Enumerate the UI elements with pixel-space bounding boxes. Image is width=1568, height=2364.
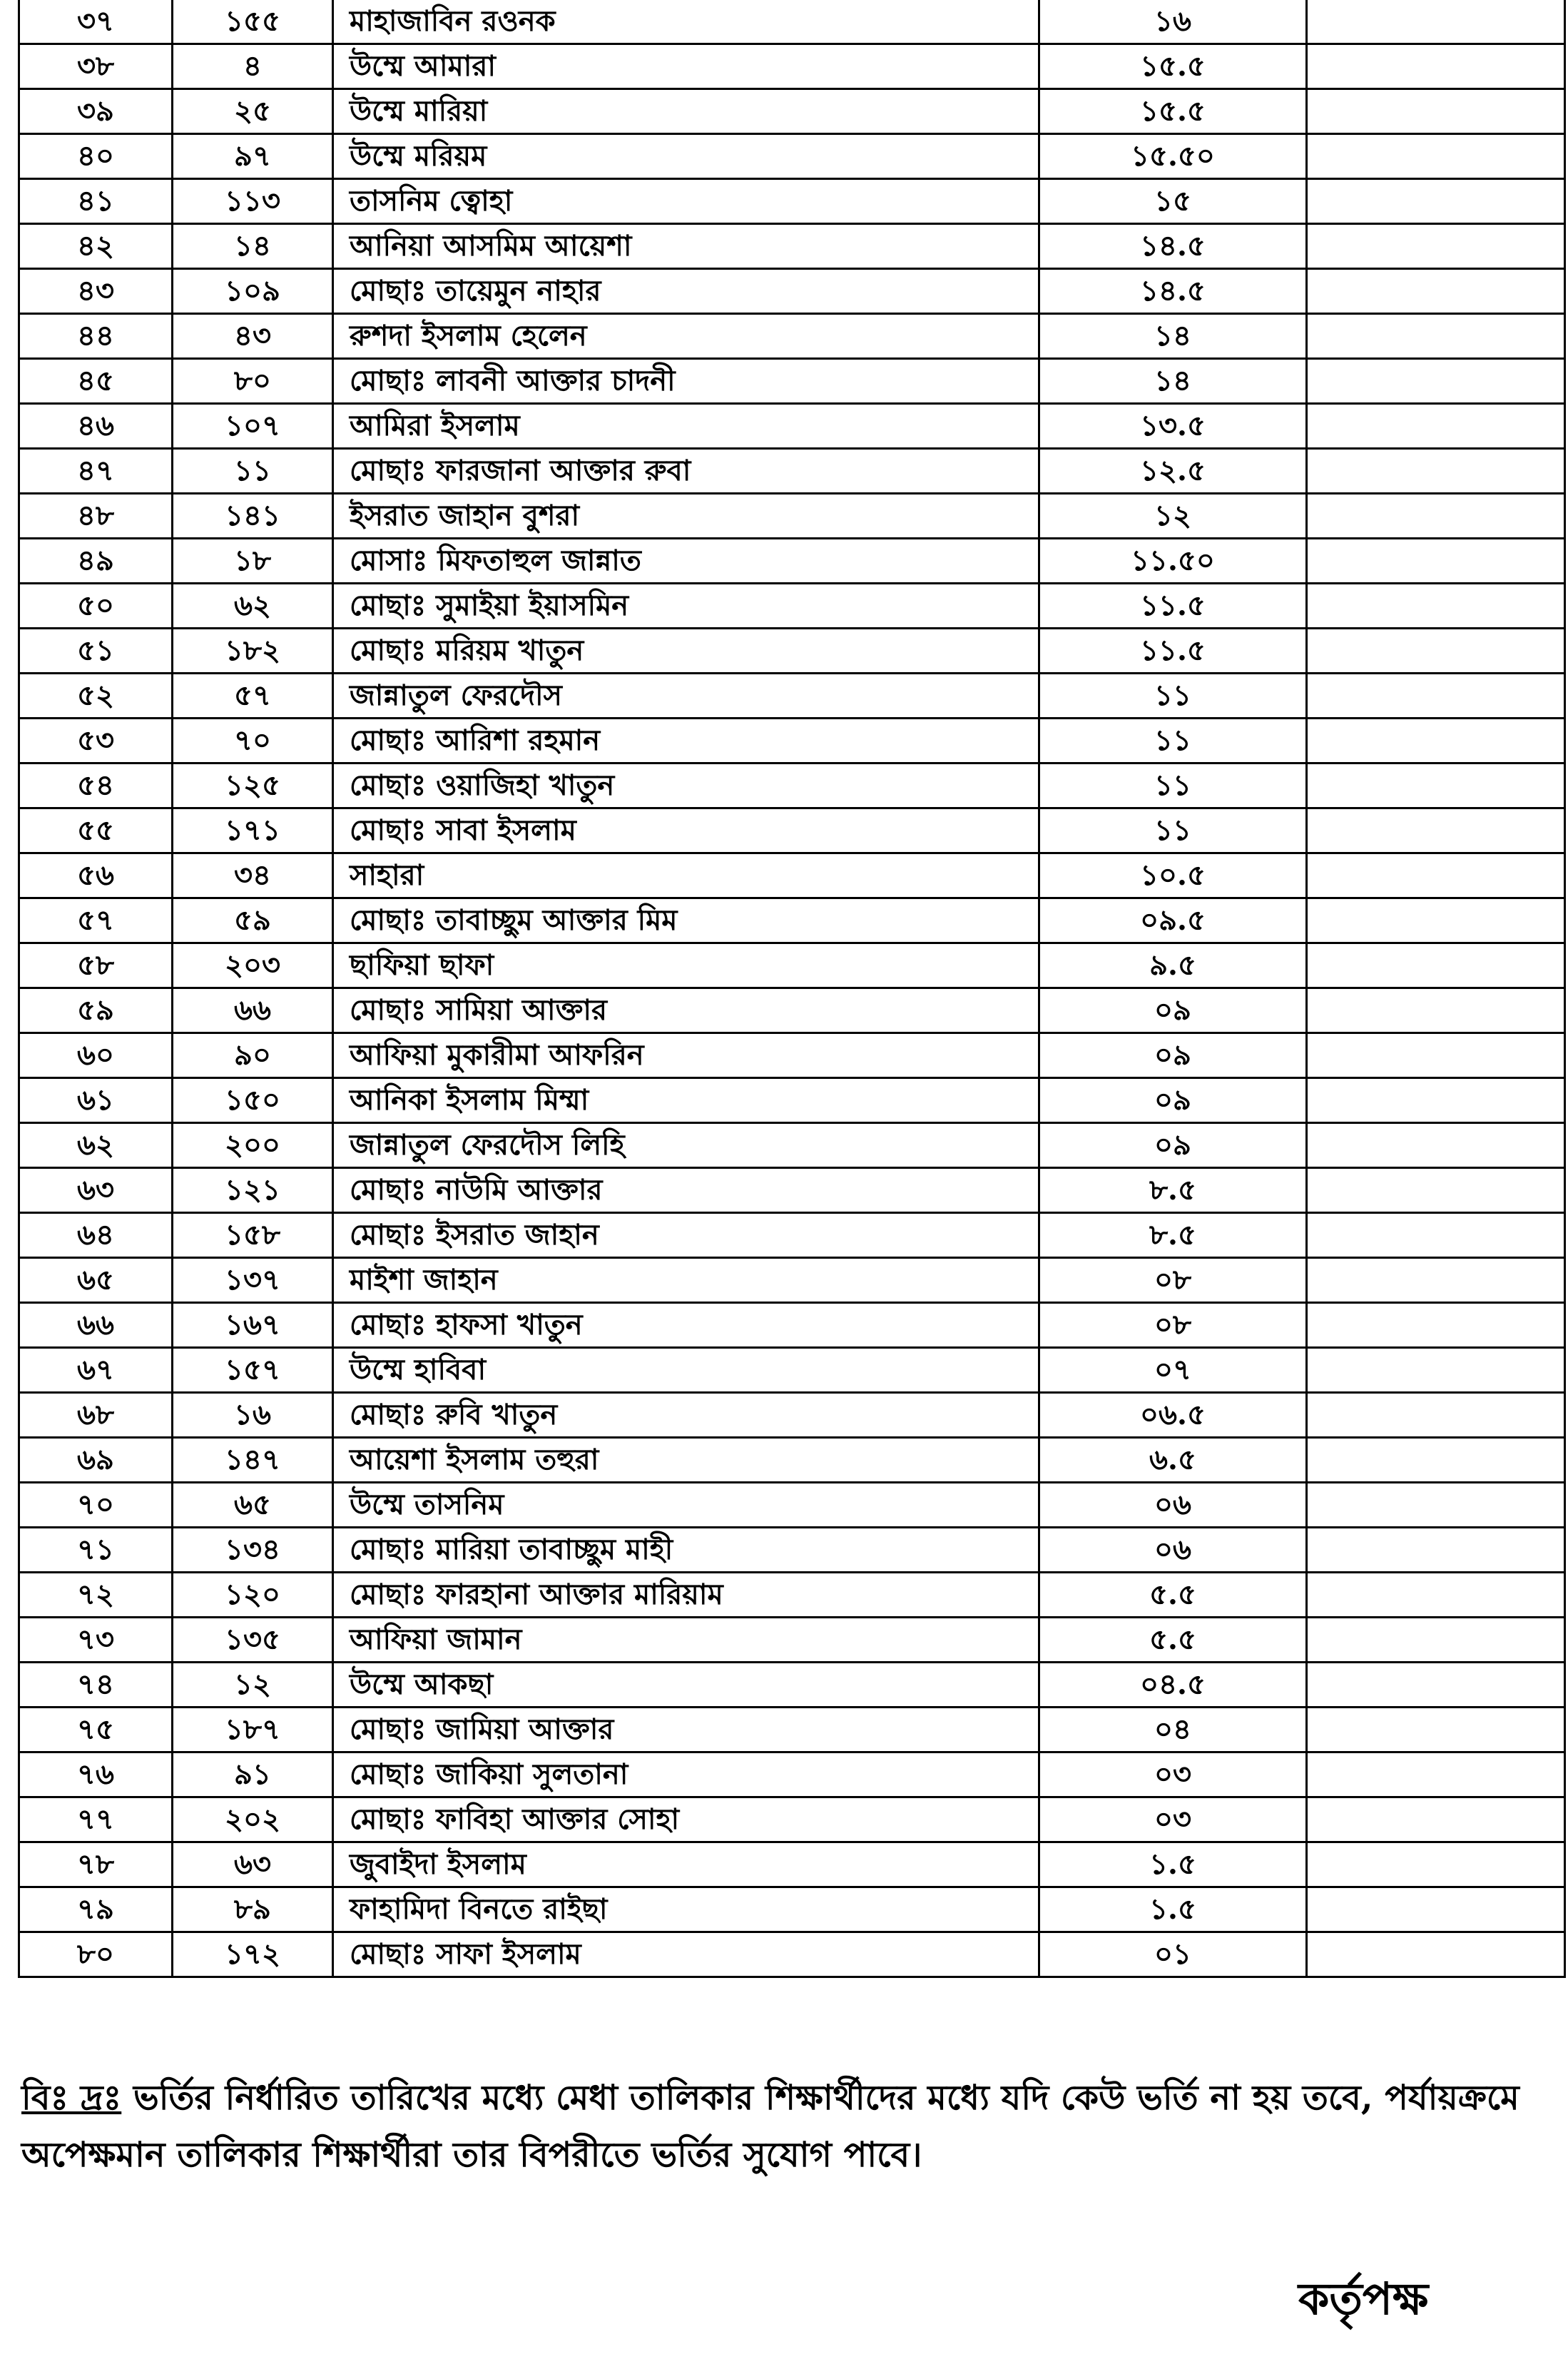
roll-cell: ১৩৫ xyxy=(173,1618,333,1663)
table-row xyxy=(19,224,1565,269)
name-cell: মোছাঃ সামিয়া আক্তার xyxy=(333,988,1039,1033)
roll-cell: ৪ xyxy=(173,44,333,89)
score-cell: ৬.৫ xyxy=(1039,1438,1307,1483)
serial-cell: ৫২ xyxy=(19,674,173,719)
table-row xyxy=(19,629,1565,674)
score-cell: ০৬ xyxy=(1039,1528,1307,1573)
serial-cell: ৫৭ xyxy=(19,898,173,943)
score-cell: ৫.৫ xyxy=(1039,1573,1307,1618)
name-cell: ছাফিয়া ছাফা xyxy=(333,943,1039,988)
serial-cell: ৩৭ xyxy=(19,0,173,44)
roll-cell: ৮০ xyxy=(173,359,333,404)
roll-cell: ১৫৫ xyxy=(173,0,333,44)
name-cell: তাসনিম ত্বোহা xyxy=(333,179,1039,224)
serial-cell: ৩৯ xyxy=(19,89,173,134)
serial-cell: ৭৯ xyxy=(19,1887,173,1932)
serial-cell: ৪৭ xyxy=(19,449,173,494)
score-cell: ০৯ xyxy=(1039,1033,1307,1078)
roll-cell: ৯০ xyxy=(173,1033,333,1078)
blank-cell xyxy=(1307,674,1565,719)
name-cell: মোছাঃ সাফা ইসলাম xyxy=(333,1932,1039,1977)
blank-cell xyxy=(1307,1213,1565,1258)
score-cell: ১৪ xyxy=(1039,314,1307,359)
serial-cell: ৫৬ xyxy=(19,853,173,898)
name-cell: মোছাঃ মারিয়া তাবাচ্ছুম মাহী xyxy=(333,1528,1039,1573)
serial-cell: ৬০ xyxy=(19,1033,173,1078)
roll-cell: ৬৩ xyxy=(173,1842,333,1887)
blank-cell xyxy=(1307,1258,1565,1303)
table-row xyxy=(19,404,1565,449)
serial-cell: ৬৬ xyxy=(19,1303,173,1348)
score-cell: ০৪.৫ xyxy=(1039,1663,1307,1708)
roll-cell: ৯১ xyxy=(173,1752,333,1797)
score-cell: ১১ xyxy=(1039,808,1307,853)
score-cell: ১০.৫ xyxy=(1039,853,1307,898)
score-cell: ৯.৫ xyxy=(1039,943,1307,988)
score-cell: ০৯.৫ xyxy=(1039,898,1307,943)
serial-cell: ৭০ xyxy=(19,1483,173,1528)
score-cell: ১১ xyxy=(1039,719,1307,764)
name-cell: সাহারা xyxy=(333,853,1039,898)
name-cell: উম্মে মারিয়া xyxy=(333,89,1039,134)
roll-cell: ১২ xyxy=(173,1663,333,1708)
name-cell: মোছাঃ জামিয়া আক্তার xyxy=(333,1708,1039,1752)
table-row xyxy=(19,719,1565,764)
table-row xyxy=(19,89,1565,134)
score-cell: ১১.৫ xyxy=(1039,629,1307,674)
roll-cell: ১০৭ xyxy=(173,404,333,449)
name-cell: উম্মে আমারা xyxy=(333,44,1039,89)
table-row xyxy=(19,1842,1565,1887)
admission-note xyxy=(21,2069,1555,2183)
roll-cell: ২০৩ xyxy=(173,943,333,988)
blank-cell xyxy=(1307,1663,1565,1708)
score-cell: ১৬ xyxy=(1039,0,1307,44)
score-cell: ৫.৫ xyxy=(1039,1618,1307,1663)
roll-cell: ৪৩ xyxy=(173,314,333,359)
table-row xyxy=(19,1528,1565,1573)
name-cell: উম্মে তাসনিম xyxy=(333,1483,1039,1528)
roll-cell: ৫৯ xyxy=(173,898,333,943)
table-row xyxy=(19,898,1565,943)
name-cell: ইসরাত জাহান বুশরা xyxy=(333,494,1039,539)
score-cell: ১১ xyxy=(1039,674,1307,719)
table-row xyxy=(19,1618,1565,1663)
blank-cell xyxy=(1307,629,1565,674)
table-row xyxy=(19,1168,1565,1213)
blank-cell xyxy=(1307,44,1565,89)
table-row xyxy=(19,808,1565,853)
authority-signature: কর্তৃপক্ষ xyxy=(1298,2273,1429,2325)
blank-cell xyxy=(1307,943,1565,988)
name-cell: মোছাঃ ওয়াজিহা খাতুন xyxy=(333,764,1039,808)
table-row xyxy=(19,494,1565,539)
table-row xyxy=(19,1348,1565,1393)
score-cell: ১১ xyxy=(1039,764,1307,808)
table-row xyxy=(19,1303,1565,1348)
table-row xyxy=(19,1663,1565,1708)
roll-cell: ১৮ xyxy=(173,539,333,584)
roll-cell: ১৫০ xyxy=(173,1078,333,1123)
serial-cell: ৬৪ xyxy=(19,1213,173,1258)
table-row xyxy=(19,1078,1565,1123)
blank-cell xyxy=(1307,224,1565,269)
score-cell: ১৫ xyxy=(1039,179,1307,224)
score-cell: ০৬.৫ xyxy=(1039,1393,1307,1438)
table-row xyxy=(19,674,1565,719)
table-row xyxy=(19,584,1565,629)
serial-cell: ৭৪ xyxy=(19,1663,173,1708)
roll-cell: ১৮২ xyxy=(173,629,333,674)
roll-cell: ১৩৭ xyxy=(173,1258,333,1303)
blank-cell xyxy=(1307,584,1565,629)
score-cell: ১৪.৫ xyxy=(1039,224,1307,269)
score-cell: ১২ xyxy=(1039,494,1307,539)
name-cell: মোছাঃ তায়েমুন নাহার xyxy=(333,269,1039,314)
table-row xyxy=(19,1123,1565,1168)
blank-cell xyxy=(1307,1483,1565,1528)
roll-cell: ১৬ xyxy=(173,1393,333,1438)
merit-list-body xyxy=(19,0,1565,1977)
blank-cell xyxy=(1307,988,1565,1033)
score-cell: ০৬ xyxy=(1039,1483,1307,1528)
blank-cell xyxy=(1307,1078,1565,1123)
roll-cell: ১৪ xyxy=(173,224,333,269)
roll-cell: ১১৩ xyxy=(173,179,333,224)
serial-cell: ৬৫ xyxy=(19,1258,173,1303)
score-cell: ০৮ xyxy=(1039,1303,1307,1348)
roll-cell: ৬৬ xyxy=(173,988,333,1033)
name-cell: আয়েশা ইসলাম তহুরা xyxy=(333,1438,1039,1483)
name-cell: আমিরা ইসলাম xyxy=(333,404,1039,449)
blank-cell xyxy=(1307,134,1565,179)
blank-cell xyxy=(1307,0,1565,44)
score-cell: ১৪.৫ xyxy=(1039,269,1307,314)
serial-cell: ৬২ xyxy=(19,1123,173,1168)
name-cell: মোছাঃ আরিশা রহমান xyxy=(333,719,1039,764)
score-cell: ১৫.৫ xyxy=(1039,44,1307,89)
blank-cell xyxy=(1307,1303,1565,1348)
roll-cell: ৫৭ xyxy=(173,674,333,719)
serial-cell: ৫৮ xyxy=(19,943,173,988)
blank-cell xyxy=(1307,1708,1565,1752)
blank-cell xyxy=(1307,1618,1565,1663)
blank-cell xyxy=(1307,1528,1565,1573)
blank-cell xyxy=(1307,314,1565,359)
name-cell: মাহাজাবিন রওনক xyxy=(333,0,1039,44)
roll-cell: ১৬৭ xyxy=(173,1303,333,1348)
roll-cell: ১৪১ xyxy=(173,494,333,539)
serial-cell: ৫৪ xyxy=(19,764,173,808)
serial-cell: ৫১ xyxy=(19,629,173,674)
roll-cell: ১২১ xyxy=(173,1168,333,1213)
name-cell: মোছাঃ নাউমি আক্তার xyxy=(333,1168,1039,1213)
score-cell: ০৯ xyxy=(1039,1123,1307,1168)
score-cell: ১২.৫ xyxy=(1039,449,1307,494)
serial-cell: ৫৯ xyxy=(19,988,173,1033)
serial-cell: ৪১ xyxy=(19,179,173,224)
roll-cell: ২০২ xyxy=(173,1797,333,1842)
name-cell: মোছাঃ সুমাইয়া ইয়াসমিন xyxy=(333,584,1039,629)
blank-cell xyxy=(1307,719,1565,764)
table-row xyxy=(19,1258,1565,1303)
name-cell: আনিয়া আসমিম আয়েশা xyxy=(333,224,1039,269)
name-cell: জান্নাতুল ফেরদৌস xyxy=(333,674,1039,719)
name-cell: জুবাইদা ইসলাম xyxy=(333,1842,1039,1887)
name-cell: উম্মে মরিয়ম xyxy=(333,134,1039,179)
score-cell: ১.৫ xyxy=(1039,1887,1307,1932)
table-row xyxy=(19,359,1565,404)
score-cell: ১৫.৫ xyxy=(1039,89,1307,134)
name-cell: উম্মে আকছা xyxy=(333,1663,1039,1708)
note-text: ভর্তির নির্ধারিত তারিখের মধ্যে মেধা তালিকার শিক্ষার্থীদের মধ্যে যদি কেউ ভর্তি না হয় তবে, পর্যায়ক্রমে অপেক্ষমান তালিকার শিক্ষার্থীরা তার বিপরীতে ভর্তির সুযোগ পাবে। xyxy=(21,2078,1519,2175)
blank-cell xyxy=(1307,1932,1565,1977)
name-cell: আফিয়া মুকারীমা আফরিন xyxy=(333,1033,1039,1078)
table-row xyxy=(19,1438,1565,1483)
roll-cell: ১২০ xyxy=(173,1573,333,1618)
table-row xyxy=(19,1483,1565,1528)
table-row xyxy=(19,943,1565,988)
table-row xyxy=(19,539,1565,584)
serial-cell: ৭৬ xyxy=(19,1752,173,1797)
roll-cell: ৩৪ xyxy=(173,853,333,898)
blank-cell xyxy=(1307,808,1565,853)
roll-cell: ১১ xyxy=(173,449,333,494)
blank-cell xyxy=(1307,539,1565,584)
merit-list-table xyxy=(18,0,1566,1978)
blank-cell xyxy=(1307,1393,1565,1438)
roll-cell: ৯৭ xyxy=(173,134,333,179)
table-row xyxy=(19,134,1565,179)
table-row xyxy=(19,764,1565,808)
name-cell: মোছাঃ তাবাচ্ছুম আক্তার মিম xyxy=(333,898,1039,943)
table-row xyxy=(19,1932,1565,1977)
table-row xyxy=(19,1033,1565,1078)
roll-cell: ৬২ xyxy=(173,584,333,629)
score-cell: ১৫.৫০ xyxy=(1039,134,1307,179)
blank-cell xyxy=(1307,1438,1565,1483)
blank-cell xyxy=(1307,269,1565,314)
table-row xyxy=(19,1708,1565,1752)
score-cell: ০৩ xyxy=(1039,1797,1307,1842)
table-row xyxy=(19,449,1565,494)
serial-cell: ৬৩ xyxy=(19,1168,173,1213)
name-cell: মোছাঃ ফারহানা আক্তার মারিয়াম xyxy=(333,1573,1039,1618)
roll-cell: ১৩৪ xyxy=(173,1528,333,1573)
serial-cell: ৬১ xyxy=(19,1078,173,1123)
table-row xyxy=(19,1752,1565,1797)
serial-cell: ৭৮ xyxy=(19,1842,173,1887)
serial-cell: ৫৩ xyxy=(19,719,173,764)
roll-cell: ৮৯ xyxy=(173,1887,333,1932)
serial-cell: ৪২ xyxy=(19,224,173,269)
name-cell: মোছাঃ হাফসা খাতুন xyxy=(333,1303,1039,1348)
roll-cell: ১২৫ xyxy=(173,764,333,808)
table-row xyxy=(19,1887,1565,1932)
name-cell: মোছাঃ মরিয়ম খাতুন xyxy=(333,629,1039,674)
score-cell: ১৩.৫ xyxy=(1039,404,1307,449)
score-cell: ০৭ xyxy=(1039,1348,1307,1393)
table-row xyxy=(19,269,1565,314)
serial-cell: ৮০ xyxy=(19,1932,173,1977)
serial-cell: ৪৫ xyxy=(19,359,173,404)
roll-cell: ১৭২ xyxy=(173,1932,333,1977)
serial-cell: ৪৮ xyxy=(19,494,173,539)
blank-cell xyxy=(1307,1123,1565,1168)
table-row xyxy=(19,0,1565,44)
table-row xyxy=(19,44,1565,89)
score-cell: ০৯ xyxy=(1039,1078,1307,1123)
roll-cell: ৬৫ xyxy=(173,1483,333,1528)
roll-cell: ১৫৭ xyxy=(173,1348,333,1393)
serial-cell: ৪৯ xyxy=(19,539,173,584)
score-cell: ০৩ xyxy=(1039,1752,1307,1797)
name-cell: মোসাঃ মিফতাহুল জান্নাত xyxy=(333,539,1039,584)
serial-cell: ৭৭ xyxy=(19,1797,173,1842)
score-cell: ৮.৫ xyxy=(1039,1213,1307,1258)
roll-cell: ২৫ xyxy=(173,89,333,134)
name-cell: মোছাঃ ইসরাত জাহান xyxy=(333,1213,1039,1258)
blank-cell xyxy=(1307,898,1565,943)
score-cell: ১৪ xyxy=(1039,359,1307,404)
blank-cell xyxy=(1307,359,1565,404)
serial-cell: ৪৬ xyxy=(19,404,173,449)
name-cell: মোছাঃ ফারজানা আক্তার রুবা xyxy=(333,449,1039,494)
serial-cell: ৩৮ xyxy=(19,44,173,89)
table-row xyxy=(19,1797,1565,1842)
table-row xyxy=(19,314,1565,359)
blank-cell xyxy=(1307,1168,1565,1213)
serial-cell: ৬৮ xyxy=(19,1393,173,1438)
name-cell: মোছাঃ রুবি খাতুন xyxy=(333,1393,1039,1438)
name-cell: আনিকা ইসলাম মিম্মা xyxy=(333,1078,1039,1123)
roll-cell: ১০৯ xyxy=(173,269,333,314)
blank-cell xyxy=(1307,1752,1565,1797)
table-row xyxy=(19,1393,1565,1438)
roll-cell: ৭০ xyxy=(173,719,333,764)
roll-cell: ১৮৭ xyxy=(173,1708,333,1752)
name-cell: মোছাঃ ফাবিহা আক্তার সোহা xyxy=(333,1797,1039,1842)
serial-cell: ৭৫ xyxy=(19,1708,173,1752)
score-cell: ১১.৫ xyxy=(1039,584,1307,629)
name-cell: জান্নাতুল ফেরদৌস লিহি xyxy=(333,1123,1039,1168)
name-cell: উম্মে হাবিবা xyxy=(333,1348,1039,1393)
serial-cell: ৭৩ xyxy=(19,1618,173,1663)
serial-cell: ৫৫ xyxy=(19,808,173,853)
serial-cell: ৭১ xyxy=(19,1528,173,1573)
score-cell: ০১ xyxy=(1039,1932,1307,1977)
roll-cell: ১৭১ xyxy=(173,808,333,853)
serial-cell: ৪৪ xyxy=(19,314,173,359)
blank-cell xyxy=(1307,1887,1565,1932)
name-cell: মোছাঃ লাবনী আক্তার চাদনী xyxy=(333,359,1039,404)
blank-cell xyxy=(1307,853,1565,898)
blank-cell xyxy=(1307,764,1565,808)
roll-cell: ১৫৮ xyxy=(173,1213,333,1258)
table-row xyxy=(19,1573,1565,1618)
name-cell: মোছাঃ জাকিয়া সুলতানা xyxy=(333,1752,1039,1797)
serial-cell: ৫০ xyxy=(19,584,173,629)
blank-cell xyxy=(1307,1797,1565,1842)
score-cell: ০৮ xyxy=(1039,1258,1307,1303)
serial-cell: ৪০ xyxy=(19,134,173,179)
note-label: বিঃ দ্রঃ xyxy=(21,2078,122,2118)
score-cell: ১.৫ xyxy=(1039,1842,1307,1887)
blank-cell xyxy=(1307,1573,1565,1618)
table-row xyxy=(19,853,1565,898)
table-row xyxy=(19,179,1565,224)
blank-cell xyxy=(1307,1842,1565,1887)
serial-cell: ৭২ xyxy=(19,1573,173,1618)
blank-cell xyxy=(1307,1033,1565,1078)
score-cell: ১১.৫০ xyxy=(1039,539,1307,584)
serial-cell: ৬৭ xyxy=(19,1348,173,1393)
blank-cell xyxy=(1307,404,1565,449)
name-cell: রুশদা ইসলাম হেলেন xyxy=(333,314,1039,359)
blank-cell xyxy=(1307,449,1565,494)
serial-cell: ৬৯ xyxy=(19,1438,173,1483)
blank-cell xyxy=(1307,179,1565,224)
name-cell: মোছাঃ সাবা ইসলাম xyxy=(333,808,1039,853)
score-cell: ৮.৫ xyxy=(1039,1168,1307,1213)
table-row xyxy=(19,1213,1565,1258)
name-cell: ফাহামিদা বিনতে রাইছা xyxy=(333,1887,1039,1932)
name-cell: আফিয়া জামান xyxy=(333,1618,1039,1663)
table-row xyxy=(19,988,1565,1033)
blank-cell xyxy=(1307,494,1565,539)
blank-cell xyxy=(1307,89,1565,134)
score-cell: ০৯ xyxy=(1039,988,1307,1033)
blank-cell xyxy=(1307,1348,1565,1393)
score-cell: ০৪ xyxy=(1039,1708,1307,1752)
serial-cell: ৪৩ xyxy=(19,269,173,314)
name-cell: মাইশা জাহান xyxy=(333,1258,1039,1303)
roll-cell: ২০০ xyxy=(173,1123,333,1168)
roll-cell: ১৪৭ xyxy=(173,1438,333,1483)
